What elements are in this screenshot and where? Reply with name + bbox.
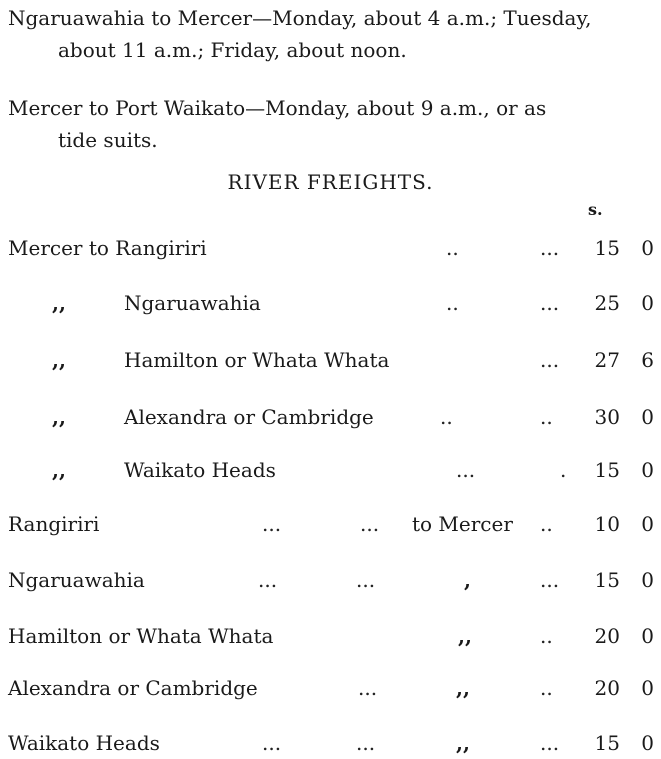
schedule-line-continued: tide suits. (58, 128, 158, 152)
pence-value: 0 (641, 291, 654, 315)
freight-row-to-mercer (0, 620, 661, 652)
dot-leader: .. (540, 624, 553, 648)
destination: Rangiriri (8, 512, 100, 536)
destination: Alexandra or Cambridge (124, 405, 374, 429)
shillings-value: 20 (594, 624, 620, 648)
ditto-mark: ,, (52, 291, 66, 315)
ditto-mark: ,, (52, 348, 66, 372)
pence-value: 0 (641, 624, 654, 648)
dot-leader: .. (446, 291, 459, 315)
shillings-value: 20 (594, 676, 620, 700)
freight-row (0, 287, 661, 319)
schedule-line: Mercer to Port Waikato—Monday, about 9 a.m., or as (8, 96, 547, 120)
schedule-line: Ngaruawahia to Mercer—Monday, about 4 a.m.; Tuesday, (8, 6, 592, 30)
ditto-mark: ,, (458, 624, 472, 648)
dot-leader: .. (540, 512, 553, 536)
dot-leader: .. (440, 405, 453, 429)
dot-leader: ... (360, 512, 380, 536)
destination: Ngaruawahia (8, 568, 145, 592)
destination: Ngaruawahia (124, 291, 261, 315)
destination: Mercer to Rangiriri (8, 236, 207, 260)
dot-leader: ... (262, 731, 282, 755)
dot-leader: ... (540, 291, 560, 315)
dot-leader: ... (540, 236, 560, 260)
ditto-mark: ,, (52, 405, 66, 429)
schedule-paragraph-ngaruawahia-mercer (8, 2, 658, 66)
shillings-value: 25 (594, 291, 620, 315)
shillings-value: 15 (594, 731, 620, 755)
freight-row-to-mercer (0, 508, 661, 540)
ditto-mark: ,, (456, 676, 470, 700)
freight-row (0, 344, 661, 376)
pence-value: 0 (641, 676, 654, 700)
shillings-value: 27 (594, 348, 620, 372)
pence-value: 6 (641, 348, 654, 372)
pence-value: 0 (641, 405, 654, 429)
freight-row (0, 454, 661, 486)
dot-leader: . (560, 458, 567, 482)
to-mercer-label: to Mercer (412, 512, 513, 536)
dot-leader: ... (358, 676, 378, 700)
pence-value: 0 (641, 512, 654, 536)
ditto-mark: ,, (456, 731, 470, 755)
dot-leader: ... (258, 568, 278, 592)
dot-leader: ... (262, 512, 282, 536)
destination: Hamilton or Whata Whata (8, 624, 274, 648)
pence-value: 0 (641, 458, 654, 482)
pence-value: 0 (641, 236, 654, 260)
shillings-value: 15 (594, 236, 620, 260)
dot-leader: ... (540, 731, 560, 755)
shillings-value: 15 (594, 568, 620, 592)
dot-leader: .. (540, 676, 553, 700)
dot-leader: ... (456, 458, 476, 482)
freight-row (0, 401, 661, 433)
freight-row-to-mercer (0, 672, 661, 704)
ditto-mark: ,, (52, 458, 66, 482)
dot-leader: .. (540, 405, 553, 429)
freight-row (0, 232, 661, 264)
shillings-column-header: s. (588, 200, 603, 219)
destination: Alexandra or Cambridge (8, 676, 258, 700)
dot-leader: ... (356, 568, 376, 592)
dot-leader: ... (540, 348, 560, 372)
destination: Waikato Heads (124, 458, 276, 482)
freight-row-to-mercer (0, 727, 661, 759)
dot-leader: .. (446, 236, 459, 260)
freight-row-to-mercer (0, 564, 661, 596)
pence-value: 0 (641, 568, 654, 592)
shillings-value: 15 (594, 458, 620, 482)
schedule-paragraph-mercer-port-waikato (8, 92, 658, 156)
dot-leader: ... (356, 731, 376, 755)
pence-value: 0 (641, 731, 654, 755)
shillings-value: 10 (594, 512, 620, 536)
destination: Hamilton or Whata Whata (124, 348, 390, 372)
dot-leader: ... (540, 568, 560, 592)
ditto-mark: , (464, 568, 471, 592)
schedule-line-continued: about 11 a.m.; Friday, about noon. (58, 38, 407, 62)
section-heading: RIVER FREIGHTS. (227, 170, 434, 194)
shillings-value: 30 (594, 405, 620, 429)
destination: Waikato Heads (8, 731, 160, 755)
